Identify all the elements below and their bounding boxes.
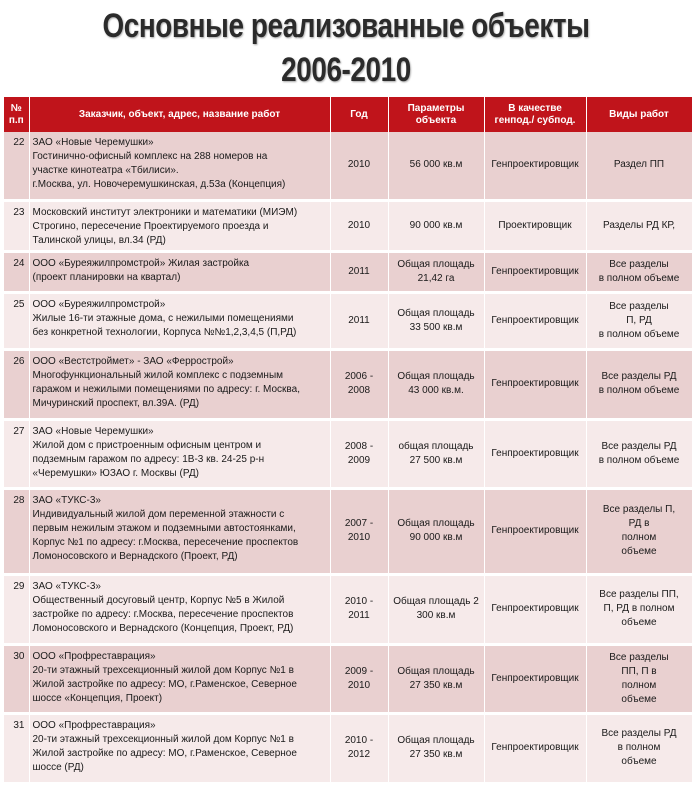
cell-num: 23 xyxy=(4,200,29,251)
works-line: Все разделы РД xyxy=(601,440,677,452)
title-line-1: Основные реализованные объекты xyxy=(102,7,590,45)
cell-year xyxy=(330,488,388,574)
cell-role: Генпроектировщик xyxy=(484,644,586,713)
params-line: 90 000 кв.м xyxy=(409,532,463,543)
works-line: в полном объеме xyxy=(598,272,680,284)
cell-description xyxy=(29,574,330,644)
header-role: В качестве генпод./ субпод. xyxy=(484,97,586,132)
cell-description xyxy=(29,251,330,292)
params-line: Общая площадь xyxy=(397,307,475,319)
year-line: 2011 xyxy=(348,314,370,326)
cell-works xyxy=(586,200,692,251)
description-line: Гостинично-офисный комплекс на 288 номеров на xyxy=(32,151,268,162)
params-line: 27 500 кв.м xyxy=(409,454,463,466)
description-line: «Черемушки» ЮЗАО г. Москвы (РД) xyxy=(32,467,199,479)
cell-year xyxy=(330,292,388,349)
description-line: ООО «Профреставрация» xyxy=(32,650,156,662)
table-row xyxy=(4,292,692,349)
cell-year xyxy=(330,644,388,713)
description-line: Индивидуальный жилой дом переменной этажности с xyxy=(32,508,285,520)
cell-works xyxy=(586,488,692,574)
year-line: 2010 xyxy=(347,679,371,691)
year-line: 2009 xyxy=(347,454,371,466)
year-line: 2006 - xyxy=(344,371,374,382)
year-line: 2010 - xyxy=(344,596,374,607)
params-line: 90 000 кв.м xyxy=(409,219,463,231)
header-customer: Заказчик, объект, адрес, название работ xyxy=(29,97,330,132)
params-line: 33 500 кв.м xyxy=(409,321,463,333)
cell-role: Генпроектировщик xyxy=(484,419,586,488)
params-line: Общая площадь xyxy=(397,518,475,529)
table-row xyxy=(4,349,692,419)
cell-params xyxy=(388,574,484,644)
description-line: гаражом и нежилыми помещениями по адресу: г. Москва, xyxy=(32,383,300,395)
cell-params xyxy=(388,251,484,292)
works-line: Раздел ПП xyxy=(613,159,665,171)
works-line: Разделы РД КР, xyxy=(603,219,675,231)
params-line: Общая площадь xyxy=(397,258,475,270)
description-line: ООО «Вестстроймет» - ЗАО «Феррострой» xyxy=(32,355,234,367)
table-row xyxy=(4,200,692,251)
description-line: подземным гаражом по адресу: 1В-3 кв. 24-25 р-н xyxy=(32,453,265,465)
page-title xyxy=(0,0,692,92)
works-line: объеме xyxy=(621,693,657,705)
cell-role: Генпроектировщик xyxy=(484,132,586,200)
year-line: 2010 xyxy=(347,532,371,543)
params-line: Общая площадь xyxy=(397,665,475,677)
table-row xyxy=(4,713,692,783)
cell-works xyxy=(586,292,692,349)
description-line: Ломоносовского и Вернадского (Проект, РД) xyxy=(32,550,238,562)
year-line: 2011 xyxy=(348,265,370,277)
cell-num: 31 xyxy=(4,713,29,783)
params-line: Общая площадь xyxy=(397,371,475,382)
cell-params xyxy=(388,644,484,713)
works-line: ПП, П в xyxy=(621,665,657,677)
header-num: № п.п xyxy=(4,97,29,132)
table-row xyxy=(4,419,692,488)
description-line: ООО «Профреставрация» xyxy=(32,719,156,731)
cell-num: 30 xyxy=(4,644,29,713)
year-line: 2007 - xyxy=(344,518,374,529)
works-line: Все разделы xyxy=(609,258,669,270)
year-line: 2010 xyxy=(347,219,371,231)
cell-num: 25 xyxy=(4,292,29,349)
description-line: Общественный досуговый центр, Корпус №5 в Жилой xyxy=(32,594,285,606)
description-line: Жилой застройке по адресу: МО, г.Раменское, Северное xyxy=(32,678,297,690)
cell-works xyxy=(586,349,692,419)
works-line: объеме xyxy=(621,617,657,628)
cell-description xyxy=(29,488,330,574)
description-line: ЗАО «Новые Черемушки» xyxy=(32,137,154,148)
cell-year xyxy=(330,251,388,292)
cell-role: Проектировщик xyxy=(484,200,586,251)
works-line: Все разделы xyxy=(609,300,669,312)
description-line: Жилой застройке по адресу: МО, г.Раменское, Северное xyxy=(32,747,297,759)
description-line: Многофункциональный жилой комплекс с подземным xyxy=(32,369,284,381)
works-line: Все разделы xyxy=(609,651,669,663)
cell-year xyxy=(330,132,388,200)
description-line: шоссе «Концепция, Проект) xyxy=(32,692,163,704)
description-line: Талинской улицы, вл.34 (РД) xyxy=(32,234,166,246)
works-line: РД в xyxy=(628,518,650,529)
params-line: 21,42 га xyxy=(417,272,455,284)
table-header-row xyxy=(4,97,692,132)
cell-num: 24 xyxy=(4,251,29,292)
year-line: 2011 xyxy=(348,610,370,621)
description-line: ООО «Буреяжилпромстрой» Жилая застройка xyxy=(32,257,250,269)
description-line: Московский институт электроники и математики (МИЭМ) xyxy=(32,206,298,218)
cell-role: Генпроектировщик xyxy=(484,251,586,292)
description-line: г.Москва, ул. Новочеремушкинская, д.53а (Концепция) xyxy=(32,179,286,190)
cell-description xyxy=(29,419,330,488)
params-line: Общая площадь 2 xyxy=(393,596,479,607)
cell-num: 28 xyxy=(4,488,29,574)
works-line: в полном xyxy=(617,742,661,753)
year-line: 2008 - xyxy=(344,440,374,452)
cell-works xyxy=(586,132,692,200)
year-line: 2010 - xyxy=(344,735,374,746)
cell-role: Генпроектировщик xyxy=(484,574,586,644)
description-line: ООО «Буреяжилпромстрой» xyxy=(32,298,166,310)
cell-works xyxy=(586,419,692,488)
params-line: 300 кв.м xyxy=(416,610,456,621)
table-row xyxy=(4,644,692,713)
cell-params xyxy=(388,200,484,251)
works-line: в полном объеме xyxy=(598,454,680,466)
cell-num: 26 xyxy=(4,349,29,419)
works-line: полном xyxy=(621,679,657,691)
cell-year xyxy=(330,574,388,644)
cell-works xyxy=(586,251,692,292)
year-line: 2012 xyxy=(347,749,371,760)
works-line: Все разделы РД xyxy=(601,371,677,382)
description-line: Жилые 16-ти этажные дома, с нежилыми помещениями xyxy=(32,312,294,324)
header-params: Параметры объекта xyxy=(388,97,484,132)
params-line: 43 000 кв.м. xyxy=(408,385,464,396)
works-line: полном xyxy=(621,532,657,543)
table-row xyxy=(4,251,692,292)
params-line: 56 000 кв.м xyxy=(409,159,463,171)
cell-works xyxy=(586,644,692,713)
cell-description xyxy=(29,644,330,713)
works-line: Все разделы П, xyxy=(602,504,676,515)
cell-year xyxy=(330,200,388,251)
description-line: (проект планировки на квартал) xyxy=(32,271,181,283)
cell-num: 27 xyxy=(4,419,29,488)
cell-year xyxy=(330,713,388,783)
cell-params xyxy=(388,419,484,488)
params-line: общая площадь xyxy=(398,440,474,452)
description-line: ЗАО «ТУКС-3» xyxy=(32,580,101,592)
description-line: участке кинотеатра «Тбилиси». xyxy=(32,165,179,176)
header-works: Виды работ xyxy=(586,97,692,132)
works-line: Все разделы РД xyxy=(601,728,677,739)
description-line: ЗАО «ТУКС-3» xyxy=(32,494,101,506)
description-line: шоссе (РД) xyxy=(32,761,84,773)
table-row xyxy=(4,488,692,574)
works-line: объеме xyxy=(621,756,657,767)
table-row xyxy=(4,132,692,200)
works-line: в полном объеме xyxy=(598,385,680,396)
cell-params xyxy=(388,713,484,783)
year-line: 2008 xyxy=(347,385,371,396)
cell-description xyxy=(29,292,330,349)
cell-year xyxy=(330,419,388,488)
table-row xyxy=(4,574,692,644)
params-line: 27 350 кв.м xyxy=(409,679,463,691)
works-line: П, РД в полном xyxy=(603,603,675,614)
cell-description xyxy=(29,349,330,419)
cell-description xyxy=(29,200,330,251)
cell-params xyxy=(388,349,484,419)
cell-role: Генпроектировщик xyxy=(484,292,586,349)
cell-params xyxy=(388,132,484,200)
description-line: первым нежилым этажом и подземными автостоянками, xyxy=(32,522,296,534)
cell-works xyxy=(586,713,692,783)
description-line: Корпус №1 по адресу: г.Москва, пересечение проспектов xyxy=(32,536,299,548)
description-line: застройке по адресу: г.Москва, пересечение проспектов xyxy=(32,608,294,620)
description-line: без конкретной технологии, Корпуса №№1,2,3,4,5 (П,РД) xyxy=(32,326,297,338)
year-line: 2010 xyxy=(347,159,371,171)
cell-works xyxy=(586,574,692,644)
description-line: Мичуринский проспект, вл.39А. (РД) xyxy=(32,397,200,409)
cell-year xyxy=(330,349,388,419)
description-line: ЗАО «Новые Черемушки» xyxy=(32,425,154,437)
projects-table xyxy=(4,97,692,785)
works-line: П, РД xyxy=(626,314,652,326)
cell-params xyxy=(388,488,484,574)
description-line: Строгино, пересечение Проектируемого проезда и xyxy=(32,220,269,232)
cell-role: Генпроектировщик xyxy=(484,349,586,419)
cell-description xyxy=(29,132,330,200)
cell-role: Генпроектировщик xyxy=(484,713,586,783)
params-line: Общая площадь xyxy=(397,735,475,746)
title-line-2: 2006-2010 xyxy=(281,51,411,89)
cell-num: 29 xyxy=(4,574,29,644)
works-line: Все разделы ПП, xyxy=(599,589,679,600)
cell-description xyxy=(29,713,330,783)
cell-params xyxy=(388,292,484,349)
header-year: Год xyxy=(330,97,388,132)
works-line: объеме xyxy=(621,546,657,557)
description-line: Жилой дом с пристроенным офисным центром и xyxy=(32,439,262,451)
cell-num: 22 xyxy=(4,132,29,200)
params-line: 27 350 кв.м xyxy=(409,749,463,760)
description-line: Ломоносовского и Вернадского (Концепция, Проект, РД) xyxy=(32,622,294,634)
description-line: 20-ти этажный трехсекционный жилой дом Корпус №1 в xyxy=(32,733,294,745)
year-line: 2009 - xyxy=(344,665,374,677)
description-line: 20-ти этажный трехсекционный жилой дом Корпус №1 в xyxy=(32,664,294,676)
works-line: в полном объеме xyxy=(598,328,680,340)
cell-role: Генпроектировщик xyxy=(484,488,586,574)
